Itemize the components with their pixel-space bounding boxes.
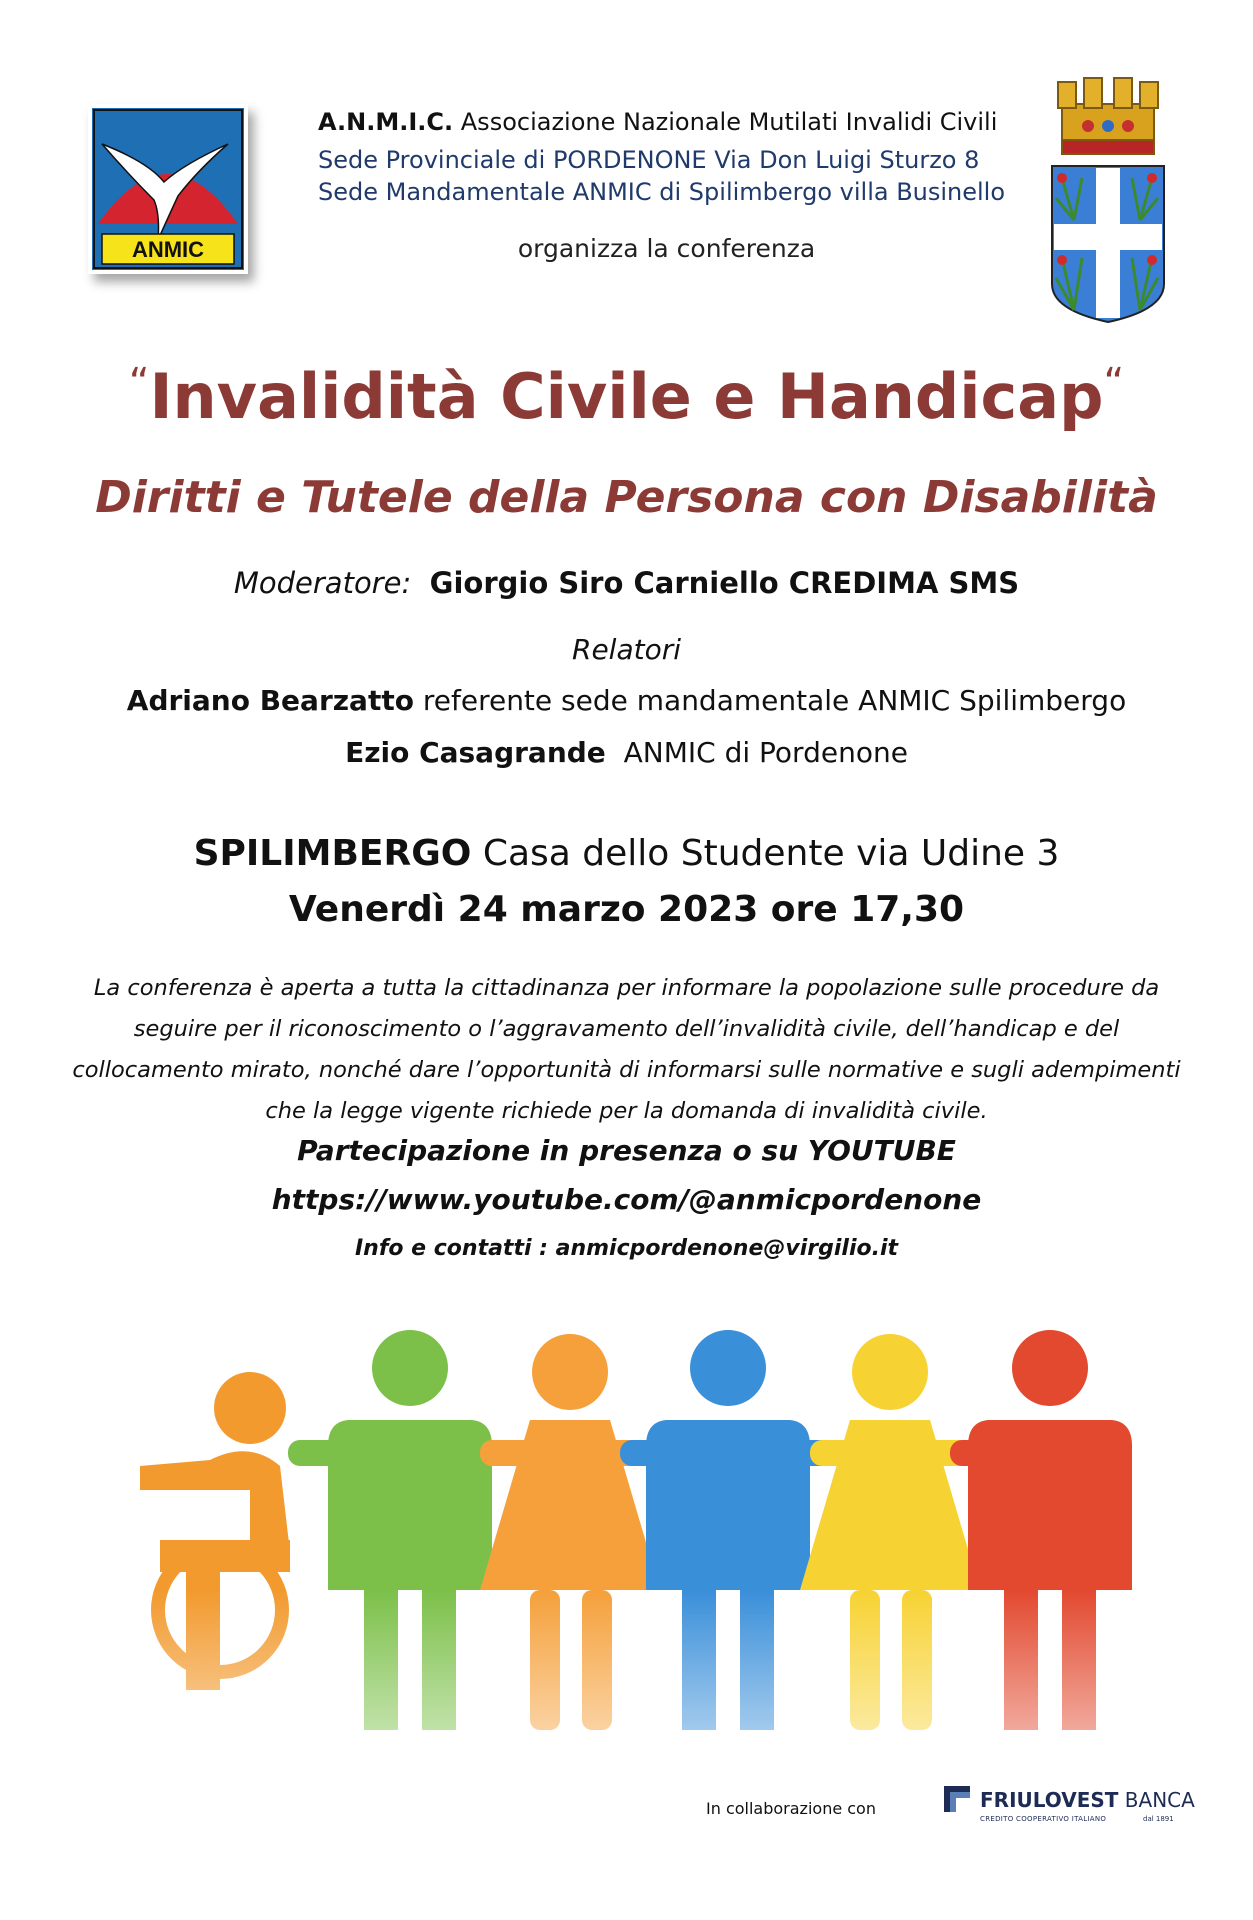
speaker-1-role: referente sede mandamentale ANMIC Spilimbergo	[422, 684, 1127, 717]
bank-name-regular: BANCA	[1118, 1788, 1195, 1812]
event-city: SPILIMBERGO	[193, 833, 472, 874]
event-place	[0, 833, 1253, 874]
moderator-name: Giorgio Siro Carniello CREDIMA SMS	[429, 566, 1020, 600]
collaboration-text: In collaborazione con	[706, 1799, 876, 1818]
description-line: collocamento mirato, nonché dare l’opportunità di informarsi sulle normative e sugli adempimenti	[72, 1057, 1181, 1083]
association-name	[318, 108, 997, 136]
association-abbr: A.N.M.I.C.	[318, 108, 454, 136]
speaker-1	[0, 684, 1253, 717]
sede-provinciale: Sede Provinciale di PORDENONE Via Don Luigi Sturzo 8	[318, 146, 980, 174]
bank-name	[980, 1788, 1195, 1812]
anmic-logo-text: ANMIC	[131, 237, 205, 262]
description-line: La conferenza è aperta a tutta la cittadinanza per informare la popolazione sulle procedure da	[93, 975, 1160, 1001]
speaker-1-name: Adriano Bearzatto	[126, 684, 414, 717]
event-venue: Casa dello Studente via Udine 3	[482, 833, 1060, 874]
description-line: seguire per il riconoscimento o l’aggravamento dell’invalidità civile, dell’handicap e del	[133, 1016, 1120, 1042]
title-quote-open: “	[128, 360, 150, 406]
association-full-name: Associazione Nazionale Mutilati Invalidi Civili	[460, 108, 998, 136]
speakers-label: Relatori	[571, 633, 682, 666]
sede-mandamentale: Sede Mandamentale ANMIC di Spilimbergo villa Businello	[318, 178, 1006, 206]
bank-since: dal 1891	[1143, 1815, 1174, 1823]
event-title	[0, 360, 1253, 433]
event-datetime: Venerdì 24 marzo 2023 ore 17,30	[288, 889, 965, 930]
bank-name-bold: FRIULOVEST	[980, 1788, 1119, 1812]
moderator-label: Moderatore:	[233, 566, 412, 600]
youtube-link[interactable]: https://www.youtube.com/@anmicpordenone	[271, 1183, 982, 1216]
moderator	[0, 566, 1253, 600]
coat-of-arms-icon	[1048, 74, 1168, 324]
speaker-2	[0, 736, 1253, 769]
speaker-2-role: ANMIC di Pordenone	[623, 736, 908, 769]
event-description	[60, 968, 1193, 1132]
title-text: Invalidità Civile e Handicap	[149, 360, 1104, 433]
bank-tagline: CREDITO COOPERATIVO ITALIANO	[980, 1815, 1107, 1823]
speaker-2-name: Ezio Casagrande	[345, 736, 606, 769]
participation-text: Partecipazione in presenza o su YOUTUBE	[297, 1134, 956, 1167]
contact-info: Info e contatti : anmicpordenone@virgilio.it	[354, 1236, 899, 1261]
description-line: che la legge vigente richiede per la domanda di invalidità civile.	[265, 1098, 988, 1124]
organizza-text: organizza la conferenza	[517, 234, 816, 263]
title-quote-close: “	[1103, 360, 1125, 406]
people-holding-hands-illustration	[100, 1290, 1150, 1750]
event-subtitle: Diritti e Tutele della Persona con Disabilità	[95, 472, 1158, 523]
